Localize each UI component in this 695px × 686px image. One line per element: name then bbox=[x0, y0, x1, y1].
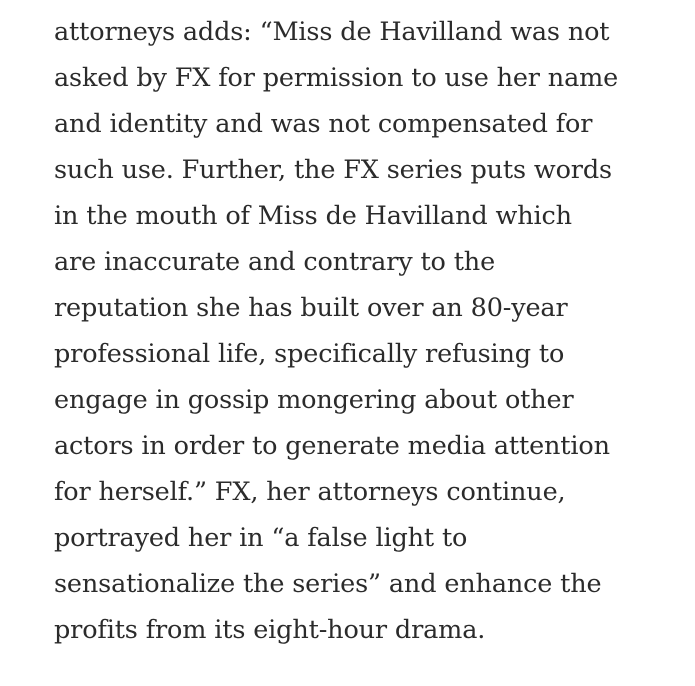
paragraph-line: and identity and was not compensated for bbox=[54, 109, 593, 139]
paragraph-line: actors in order to generate media attention bbox=[54, 431, 610, 461]
paragraph-line: portrayed her in “a false light to bbox=[54, 523, 468, 553]
article-paragraph bbox=[54, 9, 684, 653]
paragraph-line: reputation she has built over an 80-year bbox=[54, 293, 568, 323]
paragraph-line: engage in gossip mongering about other bbox=[54, 385, 574, 415]
paragraph-line: sensationalize the series” and enhance the bbox=[54, 569, 602, 599]
paragraph-line: asked by FX for permission to use her name bbox=[54, 63, 619, 93]
paragraph-line: attorneys adds: “Miss de Havilland was not bbox=[54, 17, 610, 47]
paragraph-line: such use. Further, the FX series puts words bbox=[54, 155, 612, 185]
paragraph-line: professional life, specifically refusing to bbox=[54, 339, 565, 369]
paragraph-line: profits from its eight-hour drama. bbox=[54, 615, 486, 645]
paragraph-line: are inaccurate and contrary to the bbox=[54, 247, 496, 277]
paragraph-line: in the mouth of Miss de Havilland which bbox=[54, 201, 572, 231]
paragraph-line: for herself.” FX, her attorneys continue, bbox=[54, 477, 566, 507]
